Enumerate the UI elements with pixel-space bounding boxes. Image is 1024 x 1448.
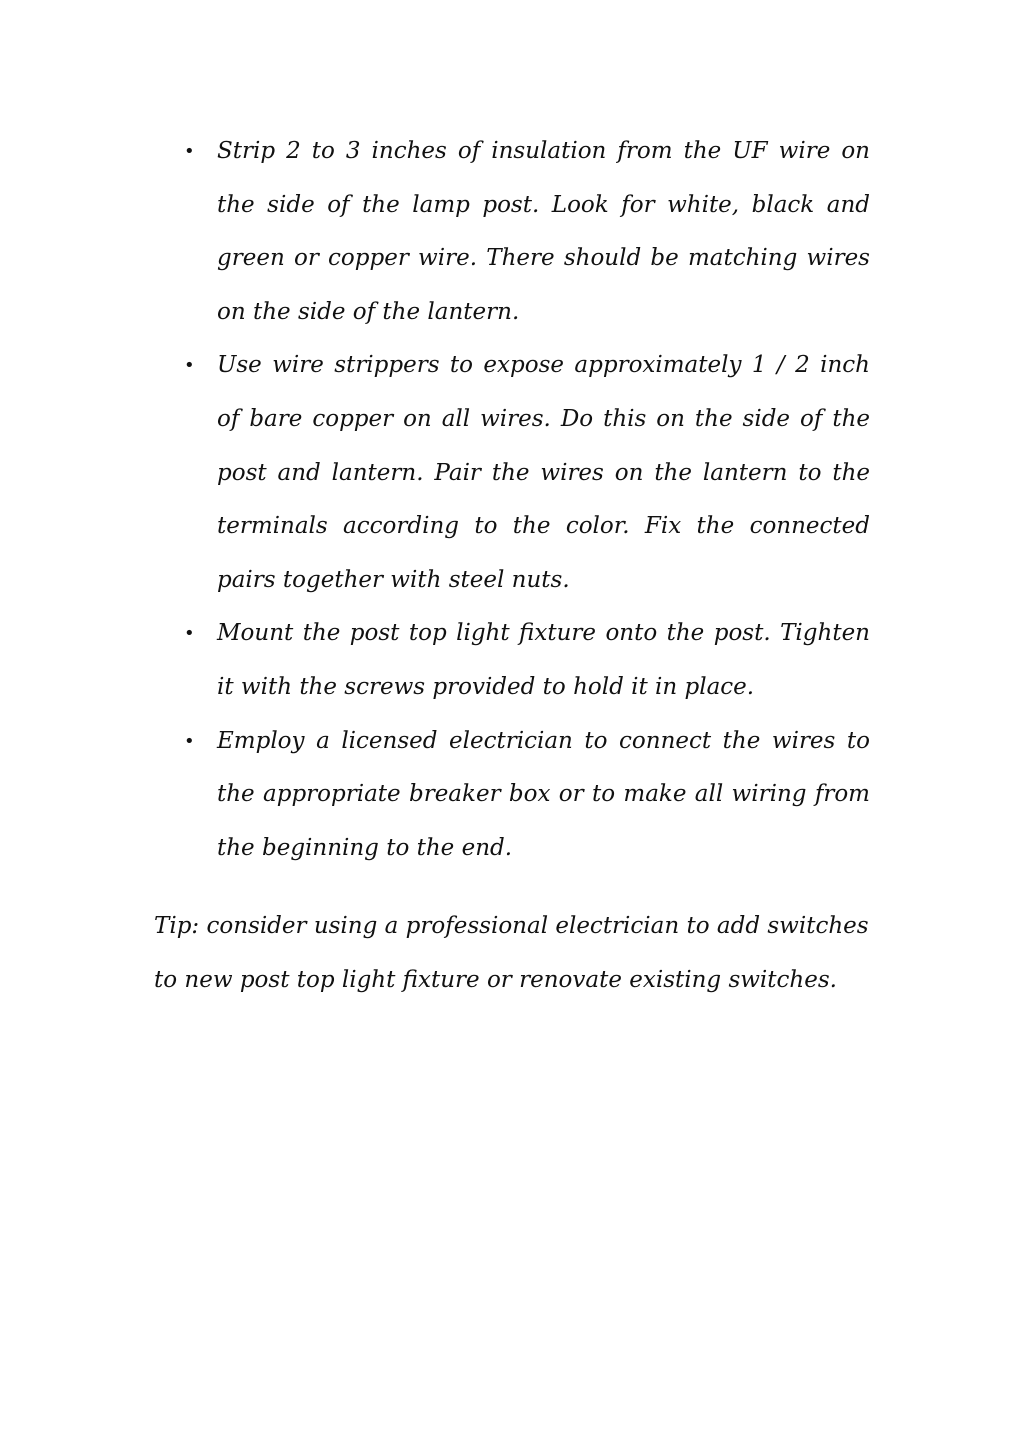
list-item-text: Mount the post top light fixture onto the post. Tighten it with the screws provided to hold it in place. <box>217 620 870 700</box>
list-item <box>184 715 870 876</box>
instruction-list <box>184 125 870 875</box>
list-item-text: Strip 2 to 3 inches of insulation from the UF wire on the side of the lamp post. Look for white, black and green or copper wire. There should be matching wires on the side of the lantern. <box>217 138 870 325</box>
list-item <box>184 339 870 607</box>
list-item-text: Employ a licensed electrician to connect the wires to the appropriate breaker box or to make all wiring from the beginning to the end. <box>217 727 870 861</box>
tip-paragraph: Tip: consider using a professional electrician to add switches to new post top light fixture or renovate existing switches. <box>154 913 869 993</box>
list-item <box>184 125 870 339</box>
bullet-icon: • <box>184 355 195 377</box>
bullet-icon: • <box>184 141 195 162</box>
bullet-icon: • <box>184 730 195 752</box>
list-item <box>184 607 870 714</box>
list-item-text: Use wire strippers to expose approximately 1 / 2 inch of bare copper on all wires. Do this on the side of the post and lantern. Pair the wires on the lantern to the terminals according to the color. Fix the connected pairs together with steel nuts. <box>217 352 870 593</box>
bullet-icon: • <box>184 623 195 645</box>
